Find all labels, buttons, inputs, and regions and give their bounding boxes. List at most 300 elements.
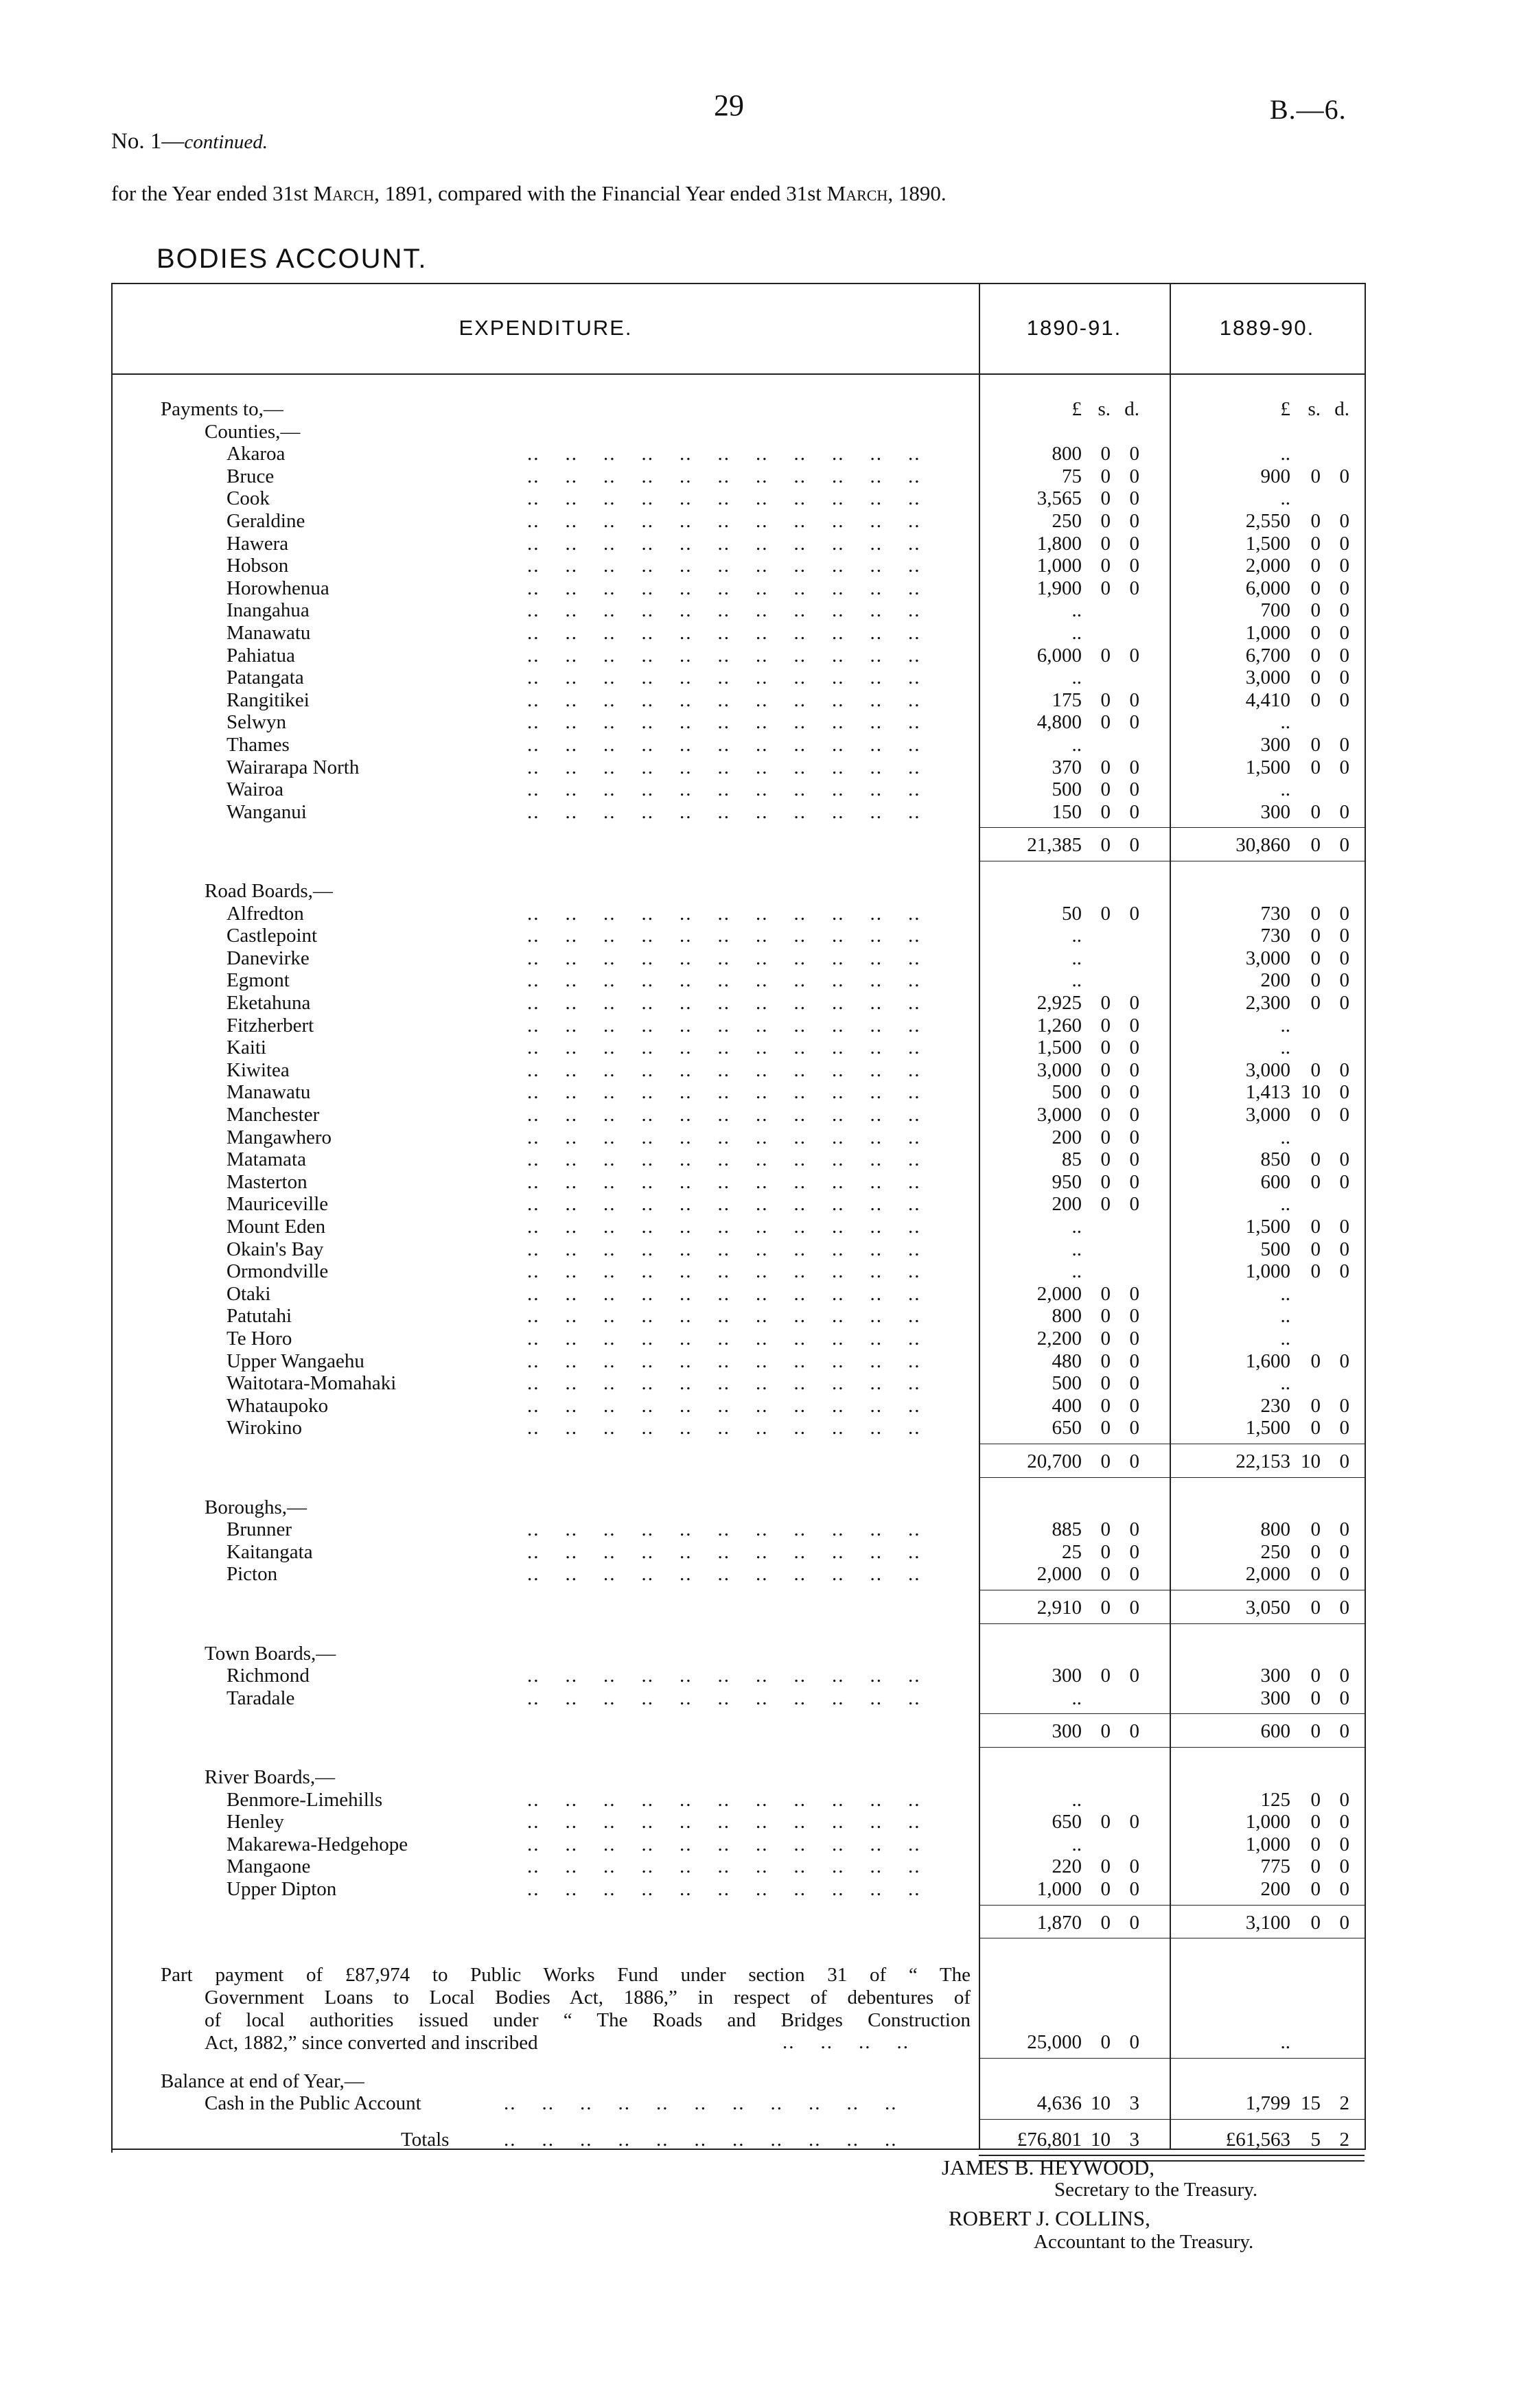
table-row [113,555,1366,577]
column-header-expenditure: EXPENDITURE. [459,316,633,340]
shillings: 0 [1100,532,1111,555]
pounds: 2,000 [1036,1282,1082,1305]
shillings: 0 [1100,487,1111,510]
pence: 0 [1339,1665,1349,1687]
shillings: 0 [1100,834,1111,857]
part-payment-line: of local authorities issued under “ The Roads and Bridges Construction [205,2009,971,2032]
pounds: 730 [1260,925,1290,947]
leader-dots: .. .. .. .. .. .. .. .. .. .. .. [527,510,921,532]
shillings: 0 [1310,577,1321,599]
pence: 0 [1129,1855,1139,1878]
table-row [113,1171,1366,1194]
leader-dots: .. .. .. .. .. .. .. .. .. .. .. [527,1305,921,1328]
table-row [113,801,1366,824]
item-name: Eketahuna [227,992,311,1014]
leader-dots: .. .. .. .. .. .. .. .. .. .. .. [527,1394,921,1417]
shillings: 0 [1100,1563,1111,1586]
subtotal-row [113,834,1366,857]
pence: 0 [1129,443,1139,465]
shillings: 0 [1310,622,1321,644]
pence: 0 [1129,1148,1139,1171]
pence: 0 [1339,622,1349,644]
leader-dots: .. .. .. .. .. .. .. .. .. .. .. [527,1417,921,1439]
shillings: 0 [1100,688,1111,711]
table-row [113,778,1366,801]
pounds: .. [1071,599,1082,622]
leader-dots: .. .. .. .. .. .. .. .. .. .. .. [527,1687,921,1709]
currency-symbol: £ [1071,398,1082,420]
pounds: £61,563 [1225,2128,1290,2151]
pounds: 6,700 [1245,644,1290,667]
pence: 0 [1339,1811,1349,1833]
pence: 0 [1339,1170,1349,1193]
item-name: Henley [227,1811,284,1833]
signature-title: Accountant to the Treasury. [1034,2231,1254,2253]
shillings: 0 [1310,1788,1321,1811]
pence: 3 [1129,2092,1139,2115]
shillings: 0 [1100,644,1111,667]
pounds: 22,153 [1235,1450,1290,1472]
double-rule [1170,2155,1365,2162]
pence: 0 [1339,925,1349,947]
item-name: Te Horo [227,1328,292,1350]
pounds: 175 [1052,688,1082,711]
shillings: 0 [1310,1597,1321,1619]
pence: 0 [1129,644,1139,667]
pounds: 200 [1260,1878,1290,1900]
pounds: 1,260 [1036,1014,1082,1037]
table-row [113,465,1366,488]
item-name: Rangitikei [227,688,310,711]
pence: 0 [1129,1037,1139,1059]
leader-dots: .. .. .. .. .. .. .. .. .. .. .. [527,1148,921,1171]
pounds: 25,000 [1027,2031,1082,2053]
item-name: Okain's Bay [227,1238,324,1260]
pence: 0 [1339,1911,1349,1934]
pounds: 3,000 [1036,1058,1082,1081]
currency-symbol: £ [1280,398,1290,420]
table-row [113,667,1366,689]
pounds: 4,800 [1036,711,1082,734]
pounds: 3,000 [1245,667,1290,689]
pounds: .. [1071,969,1082,992]
item-name: Hawera [227,532,289,555]
shillings: 0 [1310,1720,1321,1743]
leader-dots: .. .. .. .. .. .. .. .. .. .. .. [527,1563,921,1586]
table-row [113,1283,1366,1306]
pounds: 6,000 [1036,644,1082,667]
table-row [113,533,1366,555]
pence: 0 [1129,1126,1139,1148]
pence: 0 [1339,1216,1349,1238]
signature-title: Secretary to the Treasury. [1054,2179,1258,2201]
pounds: .. [1280,1372,1290,1395]
pounds: .. [1071,1788,1082,1811]
part-payment-line: Government Loans to Local Bodies Act, 1886,” in respect of debentures of [205,1987,971,2009]
shillings: 0 [1310,834,1321,857]
subtotal-rule [979,1713,1170,1714]
pounds: 850 [1260,1148,1290,1171]
item-name: Ormondville [227,1260,329,1283]
pounds: 3,050 [1245,1597,1290,1619]
table-row [113,1789,1366,1811]
item-name: Thames [227,734,290,756]
pounds: 1,000 [1245,1260,1290,1283]
item-name: Wairarapa North [227,756,360,778]
shillings: 0 [1310,1563,1321,1586]
currency-symbol: d. [1124,398,1139,420]
pounds: 200 [1052,1193,1082,1216]
item-name: Picton [227,1563,278,1586]
shillings: 0 [1100,1126,1111,1148]
item-name: Mauriceville [227,1193,329,1216]
leader-dots: .. .. .. .. .. .. .. .. .. .. .. [527,734,921,756]
group-title-row [113,1766,1366,1789]
shillings: 0 [1310,465,1321,487]
subtotal-row [113,1450,1366,1473]
pence: 0 [1339,532,1349,555]
leader-dots: .. .. .. .. .. .. .. .. .. .. .. [527,1518,921,1541]
pounds: 2,000 [1245,1563,1290,1586]
pence: 0 [1129,1305,1139,1328]
leader-dots: .. .. .. .. .. .. .. .. .. .. .. [527,688,921,711]
totals-row [113,2129,1366,2151]
pounds: 1,000 [1245,622,1290,644]
pounds: .. [1280,711,1290,734]
table-row [113,1833,1366,1856]
shillings: 10 [1091,2092,1111,2115]
pounds: .. [1280,1305,1290,1328]
leader-dots: .. .. .. .. .. .. .. .. .. .. .. [527,711,921,734]
table-row [113,1059,1366,1082]
pence: 0 [1339,1450,1349,1472]
shillings: 10 [1301,1450,1321,1472]
table-row [113,1305,1366,1328]
balance-label: Cash in the Public Account [205,2092,421,2115]
pounds: 2,910 [1036,1597,1082,1619]
pence: 0 [1339,1855,1349,1878]
leader-dots: .. .. .. .. .. .. .. .. .. .. .. [527,443,921,465]
leader-dots: .. .. .. .. .. .. .. .. .. .. .. [527,1788,921,1811]
leader-dots: .. .. .. .. .. .. .. .. .. .. .. [527,1216,921,1238]
shillings: 10 [1301,1081,1321,1104]
pounds: .. [1071,1833,1082,1855]
pounds: 20,700 [1027,1450,1082,1472]
table-row [113,1350,1366,1373]
group-title: Town Boards,— [205,1642,336,1665]
pounds: 300 [1260,1665,1290,1687]
pounds: .. [1280,1126,1290,1148]
pence: 0 [1339,1350,1349,1372]
pounds: 600 [1260,1170,1290,1193]
item-name: Brunner [227,1518,292,1541]
shillings: 15 [1301,2092,1321,2115]
pounds: 885 [1052,1518,1082,1541]
pounds: 400 [1052,1394,1082,1417]
pence: 0 [1339,734,1349,756]
pounds: 1,413 [1245,1081,1290,1104]
pounds: 900 [1260,465,1290,487]
table-row [113,1015,1366,1037]
pence: 0 [1129,711,1139,734]
table-row [113,947,1366,970]
table-row [113,711,1366,734]
pounds: 950 [1052,1170,1082,1193]
pounds: 800 [1052,443,1082,465]
shillings: 0 [1100,1104,1111,1126]
shillings: 0 [1310,555,1321,577]
shillings: 0 [1100,2031,1111,2053]
pounds: 75 [1062,465,1082,487]
subtotal-rule [1170,1747,1365,1748]
shillings: 0 [1310,1911,1321,1934]
pounds: 3,000 [1036,1104,1082,1126]
group-title: Road Boards,— [205,880,333,902]
pounds: 200 [1052,1126,1082,1148]
group-title: Counties,— [205,420,301,443]
shillings: 0 [1310,969,1321,992]
shillings: 0 [1310,734,1321,756]
pounds: .. [1280,443,1290,465]
shillings: 0 [1100,1148,1111,1171]
pounds: 1,870 [1036,1911,1082,1934]
pence: 0 [1339,1720,1349,1743]
table-row [113,1855,1366,1878]
shillings: 0 [1310,1518,1321,1541]
pounds: .. [1071,1216,1082,1238]
leader-dots: .. .. .. .. .. .. .. .. .. .. .. [527,487,921,510]
pounds: 300 [1260,1687,1290,1709]
table-row [113,1260,1366,1283]
shillings: 0 [1100,1372,1111,1395]
subtotal-rule [1170,1477,1365,1478]
pence: 0 [1339,1260,1349,1283]
table-row [113,1238,1366,1261]
shillings: 0 [1100,1665,1111,1687]
pounds: 1,500 [1245,1216,1290,1238]
leader-dots: .. .. .. .. .. .. .. .. .. .. .. [527,1081,921,1104]
item-name: Kaitangata [227,1540,313,1563]
item-name: Mount Eden [227,1216,326,1238]
item-name: Manchester [227,1104,320,1126]
pence: 0 [1129,1563,1139,1586]
pounds: 125 [1260,1788,1290,1811]
shillings: 0 [1100,902,1111,925]
pounds: 800 [1052,1305,1082,1328]
shillings: 0 [1310,532,1321,555]
pounds: 200 [1260,969,1290,992]
pence: 0 [1129,1911,1139,1934]
pence: 0 [1129,577,1139,599]
shillings: 0 [1310,688,1321,711]
pounds: 1,600 [1245,1350,1290,1372]
shillings: 0 [1310,644,1321,667]
pounds: 1,000 [1245,1811,1290,1833]
pence: 0 [1339,1788,1349,1811]
leader-dots: .. .. .. .. .. .. .. .. .. .. .. [527,1350,921,1372]
pence: 0 [1339,577,1349,599]
pounds: 3,000 [1245,1058,1290,1081]
subtotal-row [113,1597,1366,1619]
shillings: 0 [1100,465,1111,487]
leader-dots: .. .. .. .. .. .. .. .. .. .. .. [527,1372,921,1395]
item-name: Cook [227,487,270,510]
pounds: .. [1280,1014,1290,1037]
table-row [113,756,1366,779]
column-header-1890-91: 1890-91. [1026,316,1122,340]
shillings: 0 [1310,756,1321,778]
pounds: 300 [1260,800,1290,823]
item-name: Manawatu [227,622,311,644]
pence: 0 [1129,1058,1139,1081]
item-name: Patangata [227,667,304,689]
pence: 0 [1129,510,1139,532]
shillings: 0 [1100,1394,1111,1417]
pence: 0 [1129,1372,1139,1395]
leader-dots: .. .. .. .. .. .. .. .. .. .. .. [527,902,921,925]
shillings: 0 [1100,1081,1111,1104]
subtotal-rule [1170,1713,1365,1714]
pounds: 1,500 [1245,756,1290,778]
shillings: 0 [1310,1417,1321,1439]
shillings: 5 [1310,2128,1321,2151]
shillings: 0 [1100,1911,1111,1934]
pounds: 4,636 [1036,2092,1082,2115]
item-name: Manawatu [227,1081,311,1104]
item-name: Castlepoint [227,925,318,947]
subtotal-rule [979,1477,1170,1478]
shillings: 0 [1310,992,1321,1014]
item-name: Egmont [227,969,290,992]
table-row [113,1193,1366,1216]
pounds: 230 [1260,1394,1290,1417]
pence: 0 [1339,644,1349,667]
leader-dots: .. .. .. .. .. .. .. .. .. .. .. [527,1037,921,1059]
group-title-row [113,880,1366,903]
balance-title-row [113,2070,1366,2093]
shillings: 0 [1100,1305,1111,1328]
pounds: 730 [1260,902,1290,925]
leader-dots: .. .. .. .. .. .. .. .. .. .. .. [527,622,921,644]
shillings: 0 [1310,667,1321,689]
table-row [113,599,1366,622]
item-name: Richmond [227,1665,310,1687]
pounds: 21,385 [1027,834,1082,857]
pounds: 1,000 [1036,555,1082,577]
item-name: Wirokino [227,1417,302,1439]
pounds: .. [1280,2031,1290,2053]
pence: 0 [1129,1394,1139,1417]
leader-dots: .. .. .. .. .. .. .. .. .. .. .. [527,947,921,969]
pence: 0 [1129,1878,1139,1900]
pounds: 370 [1052,756,1082,778]
pounds: 1,800 [1036,532,1082,555]
pence: 0 [1129,902,1139,925]
part-payment-row [113,2031,1366,2054]
shillings: 0 [1100,1014,1111,1037]
pounds: 3,100 [1245,1911,1290,1934]
table-row [113,487,1366,510]
leader-dots: .. .. .. .. .. .. .. .. .. .. .. [527,1058,921,1081]
shillings: 0 [1100,1878,1111,1900]
shillings: 0 [1310,1687,1321,1709]
pence: 0 [1129,1282,1139,1305]
pence: 0 [1339,465,1349,487]
shillings: 0 [1100,1350,1111,1372]
shillings: 0 [1310,1104,1321,1126]
item-name: Hobson [227,555,289,577]
table-row [113,1541,1366,1564]
pounds: 700 [1260,599,1290,622]
shillings: 0 [1100,1540,1111,1563]
group-title: River Boards,— [205,1766,336,1788]
page-subtitle: for the Year ended 31st March, 1891, compared with the Financial Year ended 31st March, 1890. [111,181,947,205]
shillings: 0 [1100,1037,1111,1059]
table-row [113,1811,1366,1833]
shillings: 0 [1310,599,1321,622]
totals-label: Totals [401,2128,450,2151]
leader-dots: .. .. .. .. .. .. .. .. .. .. .. [527,1811,921,1833]
item-name: Makarewa-Hedgehope [227,1833,408,1855]
pounds: 2,925 [1036,992,1082,1014]
pounds: .. [1280,1282,1290,1305]
pounds: .. [1280,1328,1290,1350]
shillings: 0 [1100,756,1111,778]
table-bottom-rule [113,2149,1366,2150]
pence: 0 [1129,1518,1139,1541]
table-row [113,1037,1366,1059]
pence: 2 [1339,2128,1349,2151]
page-number: 29 [714,89,744,122]
pence: 0 [1339,1833,1349,1855]
shillings: 0 [1310,1833,1321,1855]
leader-dots: .. .. .. .. .. .. .. .. .. .. .. [527,1014,921,1037]
leader-dots: .. .. .. .. .. .. .. .. .. .. .. [527,1260,921,1283]
item-name: Taradale [227,1687,295,1709]
leader-dots: .. .. .. .. .. .. .. .. .. .. .. [527,1540,921,1563]
item-name: Masterton [227,1170,307,1193]
pence: 0 [1339,1104,1349,1126]
table-row [113,1878,1366,1901]
document-series-label: No. 1—continued. [111,129,268,154]
pence: 0 [1339,510,1349,532]
shillings: 0 [1100,800,1111,823]
header-rule [113,373,1366,375]
item-name: Alfredton [227,902,304,925]
subtotal-row [113,1912,1366,1934]
leader-dots: .. .. .. .. .. .. .. .. .. .. .. [527,925,921,947]
table-row [113,1328,1366,1350]
item-name: Matamata [227,1148,306,1171]
subtotal-rule [979,1623,1170,1624]
currency-symbol: s. [1098,398,1111,420]
pounds: 500 [1052,1372,1082,1395]
pence: 0 [1129,532,1139,555]
shillings: 0 [1310,1148,1321,1171]
leader-dots: .. .. .. .. .. .. .. .. .. .. .. [527,667,921,689]
shillings: 0 [1310,1216,1321,1238]
table-row [113,992,1366,1015]
shillings: 0 [1310,1540,1321,1563]
table-row [113,1216,1366,1238]
pounds: 1,000 [1245,1833,1290,1855]
shillings: 0 [1310,1238,1321,1260]
pounds: 3,000 [1245,947,1290,969]
table-row [113,1665,1366,1687]
table-row [113,903,1366,925]
balance-row [113,2092,1366,2115]
signature-name: JAMES B. HEYWOOD, [942,2155,1154,2179]
